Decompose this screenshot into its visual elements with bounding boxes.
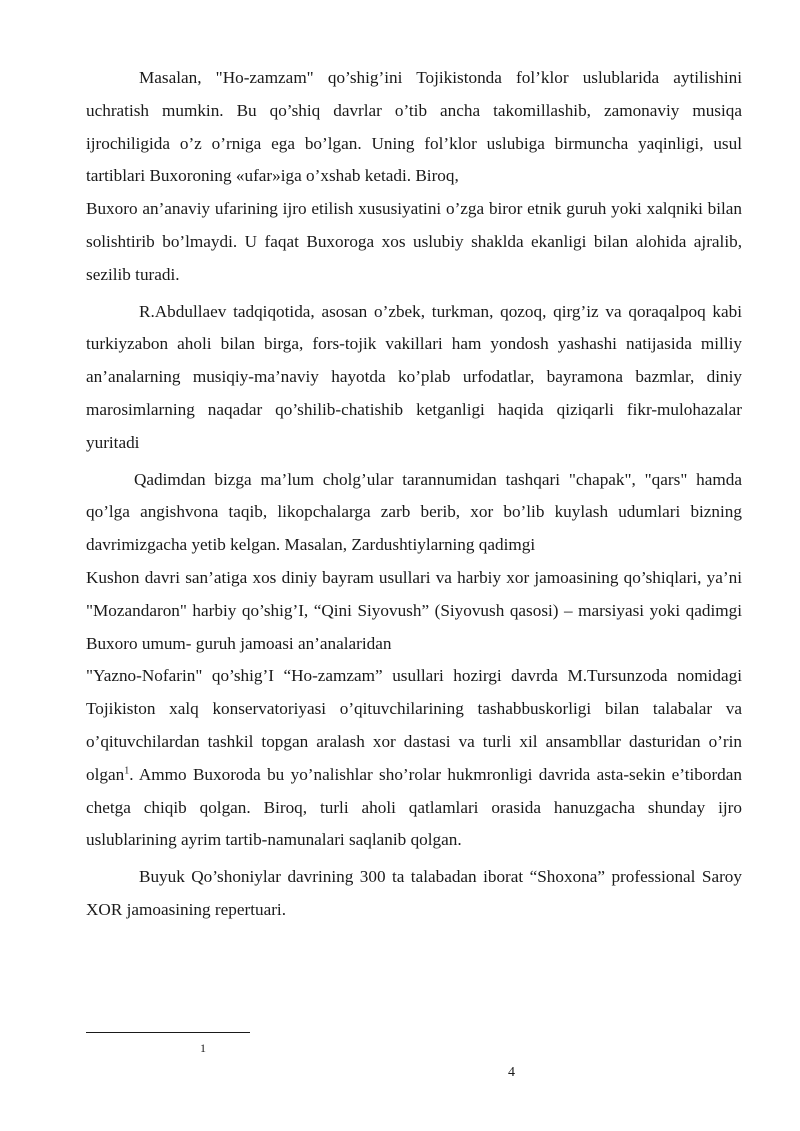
footnote-separator [86,1032,250,1033]
footnote-reference[interactable]: 1 [124,765,130,776]
paragraph-2: R.Abdullaev tadqiqotida, asosan o’zbek, turkman, qozoq, qirg’iz va qoraqalpoq kabi turkiyzabon aholi bilan birga, fors-tojik vakillari ham yondosh yashashi natijasida milliy an’analarning musiqiy-ma’naviy hayotda ko’plab urfodatlar, bayramona bazmlar, diniy marosimlarning naqadar qo’shilib-chatishib ketganligi haqida qiziqarli fikr-mulohazalar yuritadi [86,301,742,452]
page-number: 4 [508,1065,515,1080]
paragraph-1b: Buxoro an’anaviy ufarining ijro etilish xususiyatini o’zga biror etnik guruh yoki xalqniki bilan solishtirib bo’lmaydi. U faqat Buxoroga xos uslubiy shaklda ekanligi bilan alohida ajralib, sezilib turadi. [86,199,742,284]
paragraph-3c-continuation: . Ammo Buxoroda bu yo’nalishlar sho’rolar hukmronligi davrida asta-sekin e’tibordan chetga chiqib qolgan. Biroq, turli aholi qatlamlari orasida hanuzgacha shunday ijro uslublarining ayrim tartib-namunalari saqlanib qolgan. [86,764,742,850]
paragraph-4: Buyuk Qo’shoniylar davrining 300 ta talabadan iborat “Shoxona” professional Saroy XOR jamoasining repertuari. [86,867,742,919]
paragraph-1a: Masalan, "Ho-zamzam" qo’shig’ini Tojikistonda fol’klor uslublarida aytilishini uchratish mumkin. Bu qo’shiq davrlar o’tib ancha takomillashib, zamonaviy musiqa ijrochiligida o’z o’rniga ega bo’lgan. Uning fol’klor uslubiga birmuncha yaqinligi, usul tartiblari Buxoroning «ufar»iga o’xshab ketadi. Biroq, [86,68,742,186]
paragraph-3a: Qadimdan bizga ma’lum cholg’ular tarannumidan tashqari "chapak", "qars" hamda qo’lga angishvona taqib, likopchalarga zarb berib, xor bo’lib kuylash udumlari bizning davrimizgacha yetib kelgan. Masalan, Zardushtiylarning qadimgi [86,469,742,555]
footnote-number: 1 [200,1041,206,1055]
paragraph-3c-text: "Yazno-Nofarin" qo’shig’I “Ho-zamzam” usullari hozirgi davrda M.Tursunzoda nomidagi Tojikiston xalq konservatoriyasi o’qituvchilarining tashabbuskorligi bilan talabalar va o’qituvchilardan tashkil topgan aralash xor dastasi va turli xil ansambllar dasturidan o’rin olgan [86,666,742,784]
paragraph-3b: Kushon davri san’atiga xos diniy bayram usullari va harbiy xor jamoasining qo’shiqlari, ya’ni "Mozandaron" harbiy qo’shig’I, “Qini Siyovush” (Siyovush qasosi) – marsiyasi yoki qadimgi Buxoro umum- guruh jamoasi an’analaridan [86,567,742,653]
paragraph-3c [86,660,742,857]
document-body [86,62,742,927]
